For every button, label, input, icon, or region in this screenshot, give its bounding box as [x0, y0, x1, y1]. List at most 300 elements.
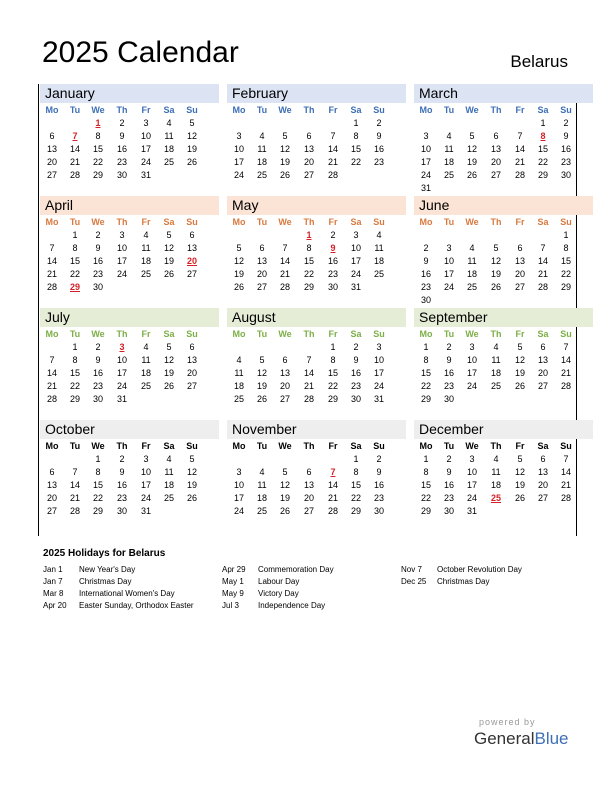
weekday-label: We	[278, 105, 292, 115]
date-cell: 9	[563, 131, 569, 141]
holiday-name: International Women's Day	[79, 589, 175, 598]
date-cell: 24	[140, 157, 151, 167]
date-cell: 30	[443, 506, 454, 516]
week-row	[414, 355, 593, 368]
date-cell: 5	[282, 131, 288, 141]
date-cell: 20	[186, 368, 197, 378]
date-cell: 17	[140, 144, 151, 154]
date-cell: 28	[46, 282, 57, 292]
month-october	[40, 420, 219, 533]
weekday-label: Tu	[256, 105, 268, 115]
date-cell: 8	[306, 243, 312, 253]
date-cell: 6	[540, 342, 546, 352]
date-cell: 3	[469, 342, 475, 352]
date-cell: 15	[69, 368, 80, 378]
date-cell: 4	[236, 355, 242, 365]
week-row	[227, 118, 406, 131]
date-cell: 9	[353, 355, 359, 365]
holiday-column	[401, 564, 522, 588]
date-cell: 26	[514, 381, 525, 391]
date-cell: 6	[493, 131, 499, 141]
month-name: July	[40, 308, 219, 327]
holiday-date: May 1	[222, 577, 244, 586]
date-cell: 17	[140, 480, 151, 490]
holidays-title: 2025 Holidays for Belarus	[43, 548, 166, 559]
date-cell: 12	[233, 256, 244, 266]
weekday-label: Mo	[419, 329, 433, 339]
date-cell: 4	[469, 243, 475, 253]
weekday-label: Tu	[443, 217, 455, 227]
date-cell: 31	[466, 506, 477, 516]
week-row	[227, 381, 406, 394]
date-cell: 5	[236, 243, 242, 253]
date-cell: 16	[420, 269, 431, 279]
date-cell: 6	[49, 467, 55, 477]
date-cell: 16	[92, 368, 103, 378]
date-cell: 23	[420, 282, 431, 292]
date-cell: 15	[420, 368, 431, 378]
date-cell: 14	[560, 467, 571, 477]
date-cell: 17	[466, 368, 477, 378]
weekday-label: Sa	[350, 441, 362, 451]
month-december	[414, 420, 593, 533]
date-cell: 22	[537, 157, 548, 167]
date-cell: 8	[72, 355, 78, 365]
date-cell: 22	[69, 269, 80, 279]
date-cell: 19	[514, 368, 525, 378]
weekday-label: Su	[186, 441, 198, 451]
date-cell: 5	[166, 230, 172, 240]
date-cell: 18	[163, 480, 174, 490]
date-cell: 17	[373, 368, 384, 378]
holiday-date: Dec 25	[401, 577, 427, 586]
date-cell: 3	[446, 243, 452, 253]
week-row	[414, 506, 593, 519]
date-cell: 6	[540, 454, 546, 464]
date-cell: 9	[423, 256, 429, 266]
date-cell: 25	[256, 506, 267, 516]
holiday-row	[43, 576, 194, 588]
date-cell: 9	[119, 467, 125, 477]
date-cell: 29	[303, 282, 314, 292]
date-cell: 13	[46, 144, 57, 154]
date-cell: 20	[256, 269, 267, 279]
holiday-name: Independence Day	[258, 601, 326, 610]
date-cell: 25	[466, 282, 477, 292]
date-cell: 2	[423, 243, 429, 253]
holiday-name: October Revolution Day	[437, 565, 522, 574]
date-cell: 2	[330, 230, 336, 240]
date-cell: 20	[279, 381, 290, 391]
date-cell: 5	[517, 454, 523, 464]
date-cell: 4	[166, 118, 172, 128]
weekday-label: Su	[373, 441, 385, 451]
date-cell: 23	[327, 269, 338, 279]
date-cell: 4	[143, 230, 149, 240]
weekday-label: Mo	[232, 217, 246, 227]
date-cell: 24	[350, 269, 361, 279]
month-name: August	[227, 308, 406, 327]
date-cell: 28	[46, 394, 57, 404]
date-cell: 19	[514, 480, 525, 490]
holiday-row	[222, 576, 334, 588]
date-cell: 24	[420, 170, 431, 180]
date-cell: 17	[116, 256, 127, 266]
weekday-label: Su	[186, 217, 198, 227]
generalblue-logo	[474, 729, 569, 749]
weekday-label: Th	[303, 105, 315, 115]
date-cell: 10	[466, 467, 477, 477]
date-cell: 15	[92, 480, 103, 490]
date-cell: 15	[560, 256, 571, 266]
date-cell: 14	[327, 480, 338, 490]
week-row	[40, 282, 219, 295]
weekday-label: Fr	[328, 441, 338, 451]
date-cell: 17	[350, 256, 361, 266]
date-cell: 27	[303, 170, 314, 180]
holiday-name: Commemoration Day	[258, 565, 334, 574]
date-cell: 16	[443, 368, 454, 378]
weekday-label: Sa	[163, 329, 175, 339]
date-cell: 23	[443, 493, 454, 503]
date-cell: 22	[560, 269, 571, 279]
week-row	[40, 368, 219, 381]
brand-general: General	[474, 729, 535, 748]
date-cell: 16	[443, 480, 454, 490]
date-cell: 18	[163, 144, 174, 154]
month-name: February	[227, 84, 406, 103]
holiday-name: Christmas Day	[79, 577, 132, 586]
holiday-row	[43, 564, 194, 576]
date-cell: 14	[514, 144, 525, 154]
date-cell: 22	[420, 493, 431, 503]
week-row	[40, 493, 219, 506]
date-cell: 2	[376, 118, 382, 128]
date-cell: 18	[490, 480, 501, 490]
date-cell: 9	[95, 355, 101, 365]
date-cell: 30	[327, 282, 338, 292]
date-cell: 18	[256, 157, 267, 167]
weekday-label: Th	[116, 105, 128, 115]
date-cell: 27	[256, 282, 267, 292]
date-cell: 1	[423, 454, 429, 464]
date-cell: 21	[279, 269, 290, 279]
date-cell: 5	[493, 243, 499, 253]
week-row	[227, 243, 406, 256]
weekday-label: Fr	[328, 105, 338, 115]
date-cell: 1	[72, 342, 78, 352]
date-cell: 26	[186, 493, 197, 503]
week-row	[40, 118, 219, 131]
month-may	[227, 196, 406, 309]
date-cell: 11	[257, 144, 267, 154]
date-cell: 9	[376, 467, 382, 477]
weekday-header	[414, 329, 593, 342]
weekday-label: We	[465, 105, 479, 115]
date-cell: 16	[116, 480, 127, 490]
date-cell: 10	[350, 243, 361, 253]
week-row	[40, 342, 219, 355]
date-cell: 19	[256, 381, 267, 391]
week-row	[227, 157, 406, 170]
date-cell: 15	[327, 368, 338, 378]
date-cell: 11	[234, 368, 244, 378]
date-cell: 21	[560, 368, 571, 378]
date-cell: 10	[140, 467, 151, 477]
weekday-header	[40, 441, 219, 454]
date-cell: 30	[92, 282, 103, 292]
date-cell: 23	[116, 493, 127, 503]
date-cell: 16	[92, 256, 103, 266]
date-cell: 3	[236, 467, 242, 477]
date-cell: 15	[420, 480, 431, 490]
date-cell: 28	[69, 506, 80, 516]
date-cell: 30	[443, 394, 454, 404]
date-cell: 23	[373, 157, 384, 167]
date-cell: 11	[444, 144, 454, 154]
date-cell: 21	[327, 157, 338, 167]
date-cell: 11	[491, 355, 501, 365]
date-cell: 24	[116, 381, 127, 391]
date-cell: 7	[540, 243, 546, 253]
date-cell: 29	[327, 394, 338, 404]
week-row	[227, 493, 406, 506]
weekday-label: Sa	[350, 217, 362, 227]
month-name: September	[414, 308, 593, 327]
weekday-label: Th	[490, 329, 502, 339]
date-cell: 14	[69, 144, 80, 154]
weekday-label: Fr	[141, 217, 151, 227]
date-cell: 28	[327, 170, 338, 180]
date-cell: 28	[69, 170, 80, 180]
date-cell: 12	[490, 256, 501, 266]
date-cell: 23	[92, 381, 103, 391]
month-february	[227, 84, 406, 197]
weekday-label: Mo	[419, 217, 433, 227]
holiday-date: Jan 1	[43, 565, 63, 574]
weekday-label: Th	[303, 441, 315, 451]
date-cell: 28	[560, 381, 571, 391]
weekday-label: Tu	[256, 441, 268, 451]
month-name: October	[40, 420, 219, 439]
date-cell: 18	[233, 381, 244, 391]
holiday-date: Mar 8	[43, 589, 64, 598]
date-cell: 18	[466, 269, 477, 279]
date-cell: 26	[186, 157, 197, 167]
weekday-label: Tu	[443, 105, 455, 115]
weekday-label: Tu	[69, 217, 81, 227]
weekday-label: Tu	[256, 329, 268, 339]
holiday-date: May 9	[222, 589, 244, 598]
date-cell: 2	[119, 454, 125, 464]
date-cell: 22	[350, 157, 361, 167]
date-cell: 28	[303, 394, 314, 404]
date-cell: 22	[327, 381, 338, 391]
weekday-label: We	[465, 217, 479, 227]
date-cell: 24	[466, 381, 477, 391]
weekday-header	[414, 105, 593, 118]
weekday-label: Su	[560, 441, 572, 451]
date-cell: 16	[350, 368, 361, 378]
week-row	[40, 243, 219, 256]
holiday-date-cell: 25	[490, 493, 501, 503]
holiday-name: Easter Sunday, Orthodox Easter	[79, 601, 194, 610]
date-cell: 25	[163, 157, 174, 167]
date-cell: 7	[72, 467, 78, 477]
week-row	[40, 230, 219, 243]
date-cell: 4	[493, 342, 499, 352]
date-cell: 1	[423, 342, 429, 352]
date-cell: 21	[69, 157, 80, 167]
date-cell: 2	[446, 342, 452, 352]
date-cell: 2	[119, 118, 125, 128]
week-row	[227, 269, 406, 282]
date-cell: 25	[233, 394, 244, 404]
date-cell: 5	[282, 467, 288, 477]
date-cell: 25	[256, 170, 267, 180]
date-cell: 21	[560, 480, 571, 490]
date-cell: 8	[72, 243, 78, 253]
date-cell: 30	[92, 394, 103, 404]
date-cell: 17	[116, 368, 127, 378]
date-cell: 13	[537, 355, 548, 365]
date-cell: 12	[186, 131, 197, 141]
weekday-label: Th	[490, 441, 502, 451]
date-cell: 10	[116, 355, 127, 365]
week-row	[414, 467, 593, 480]
date-cell: 24	[443, 282, 454, 292]
holiday-name: New Year's Day	[79, 565, 136, 574]
date-cell: 13	[490, 144, 501, 154]
date-cell: 31	[350, 282, 361, 292]
month-name: May	[227, 196, 406, 215]
date-cell: 20	[514, 269, 525, 279]
weekday-label: Fr	[141, 329, 151, 339]
holiday-date: Jan 7	[43, 577, 63, 586]
weekday-label: Su	[373, 329, 385, 339]
week-row	[414, 394, 593, 407]
holiday-date-cell: 7	[72, 131, 78, 141]
date-cell: 10	[443, 256, 454, 266]
weekday-label: Th	[490, 217, 502, 227]
month-july	[40, 308, 219, 421]
date-cell: 13	[279, 368, 290, 378]
date-cell: 21	[303, 381, 314, 391]
date-cell: 9	[95, 243, 101, 253]
date-cell: 11	[164, 467, 174, 477]
date-cell: 14	[46, 368, 57, 378]
weekday-label: Tu	[69, 105, 81, 115]
weekday-header	[40, 329, 219, 342]
date-cell: 26	[163, 269, 174, 279]
month-name: January	[40, 84, 219, 103]
date-cell: 6	[49, 131, 55, 141]
date-cell: 1	[72, 230, 78, 240]
date-cell: 3	[376, 342, 382, 352]
weekday-header	[40, 105, 219, 118]
week-row	[40, 454, 219, 467]
weekday-label: Mo	[45, 105, 59, 115]
date-cell: 13	[186, 243, 197, 253]
date-cell: 6	[282, 355, 288, 365]
date-cell: 18	[490, 368, 501, 378]
weekday-label: Sa	[537, 329, 549, 339]
date-cell: 18	[256, 493, 267, 503]
date-cell: 7	[330, 131, 336, 141]
date-cell: 7	[563, 454, 569, 464]
date-cell: 27	[537, 493, 548, 503]
date-cell: 5	[259, 355, 265, 365]
date-cell: 3	[143, 118, 149, 128]
holiday-date-cell: 8	[540, 131, 546, 141]
date-cell: 10	[233, 480, 244, 490]
date-cell: 27	[303, 506, 314, 516]
weekday-label: Sa	[537, 217, 549, 227]
date-cell: 29	[92, 506, 103, 516]
calendar-grid	[38, 84, 577, 536]
date-cell: 14	[69, 480, 80, 490]
date-cell: 26	[279, 170, 290, 180]
week-row	[227, 282, 406, 295]
date-cell: 26	[256, 394, 267, 404]
week-row	[227, 454, 406, 467]
holiday-column	[222, 564, 334, 612]
date-cell: 2	[95, 342, 101, 352]
holiday-date: Jul 3	[222, 601, 239, 610]
weekday-label: Fr	[141, 105, 151, 115]
date-cell: 28	[514, 170, 525, 180]
weekday-label: We	[465, 329, 479, 339]
weekday-label: Fr	[515, 217, 525, 227]
date-cell: 25	[140, 381, 151, 391]
date-cell: 28	[560, 493, 571, 503]
date-cell: 29	[420, 506, 431, 516]
date-cell: 16	[116, 144, 127, 154]
date-cell: 1	[353, 454, 359, 464]
weekday-label: Sa	[350, 329, 362, 339]
date-cell: 7	[517, 131, 523, 141]
date-cell: 14	[303, 368, 314, 378]
month-september	[414, 308, 593, 421]
date-cell: 29	[420, 394, 431, 404]
month-november	[227, 420, 406, 533]
week-row	[227, 170, 406, 183]
date-cell: 26	[233, 282, 244, 292]
holiday-row	[43, 588, 194, 600]
week-row	[414, 269, 593, 282]
week-row	[40, 131, 219, 144]
date-cell: 2	[95, 230, 101, 240]
month-name: November	[227, 420, 406, 439]
date-cell: 8	[95, 467, 101, 477]
date-cell: 4	[446, 131, 452, 141]
date-cell: 25	[373, 269, 384, 279]
date-cell: 12	[163, 243, 174, 253]
date-cell: 17	[233, 493, 244, 503]
date-cell: 7	[282, 243, 288, 253]
date-cell: 12	[514, 355, 525, 365]
date-cell: 13	[537, 467, 548, 477]
weekday-label: Tu	[443, 329, 455, 339]
date-cell: 10	[116, 243, 127, 253]
date-cell: 4	[376, 230, 382, 240]
powered-by-label: powered by	[479, 717, 536, 727]
date-cell: 20	[303, 157, 314, 167]
date-cell: 6	[189, 230, 195, 240]
date-cell: 4	[259, 131, 265, 141]
date-cell: 26	[514, 493, 525, 503]
date-cell: 6	[306, 467, 312, 477]
